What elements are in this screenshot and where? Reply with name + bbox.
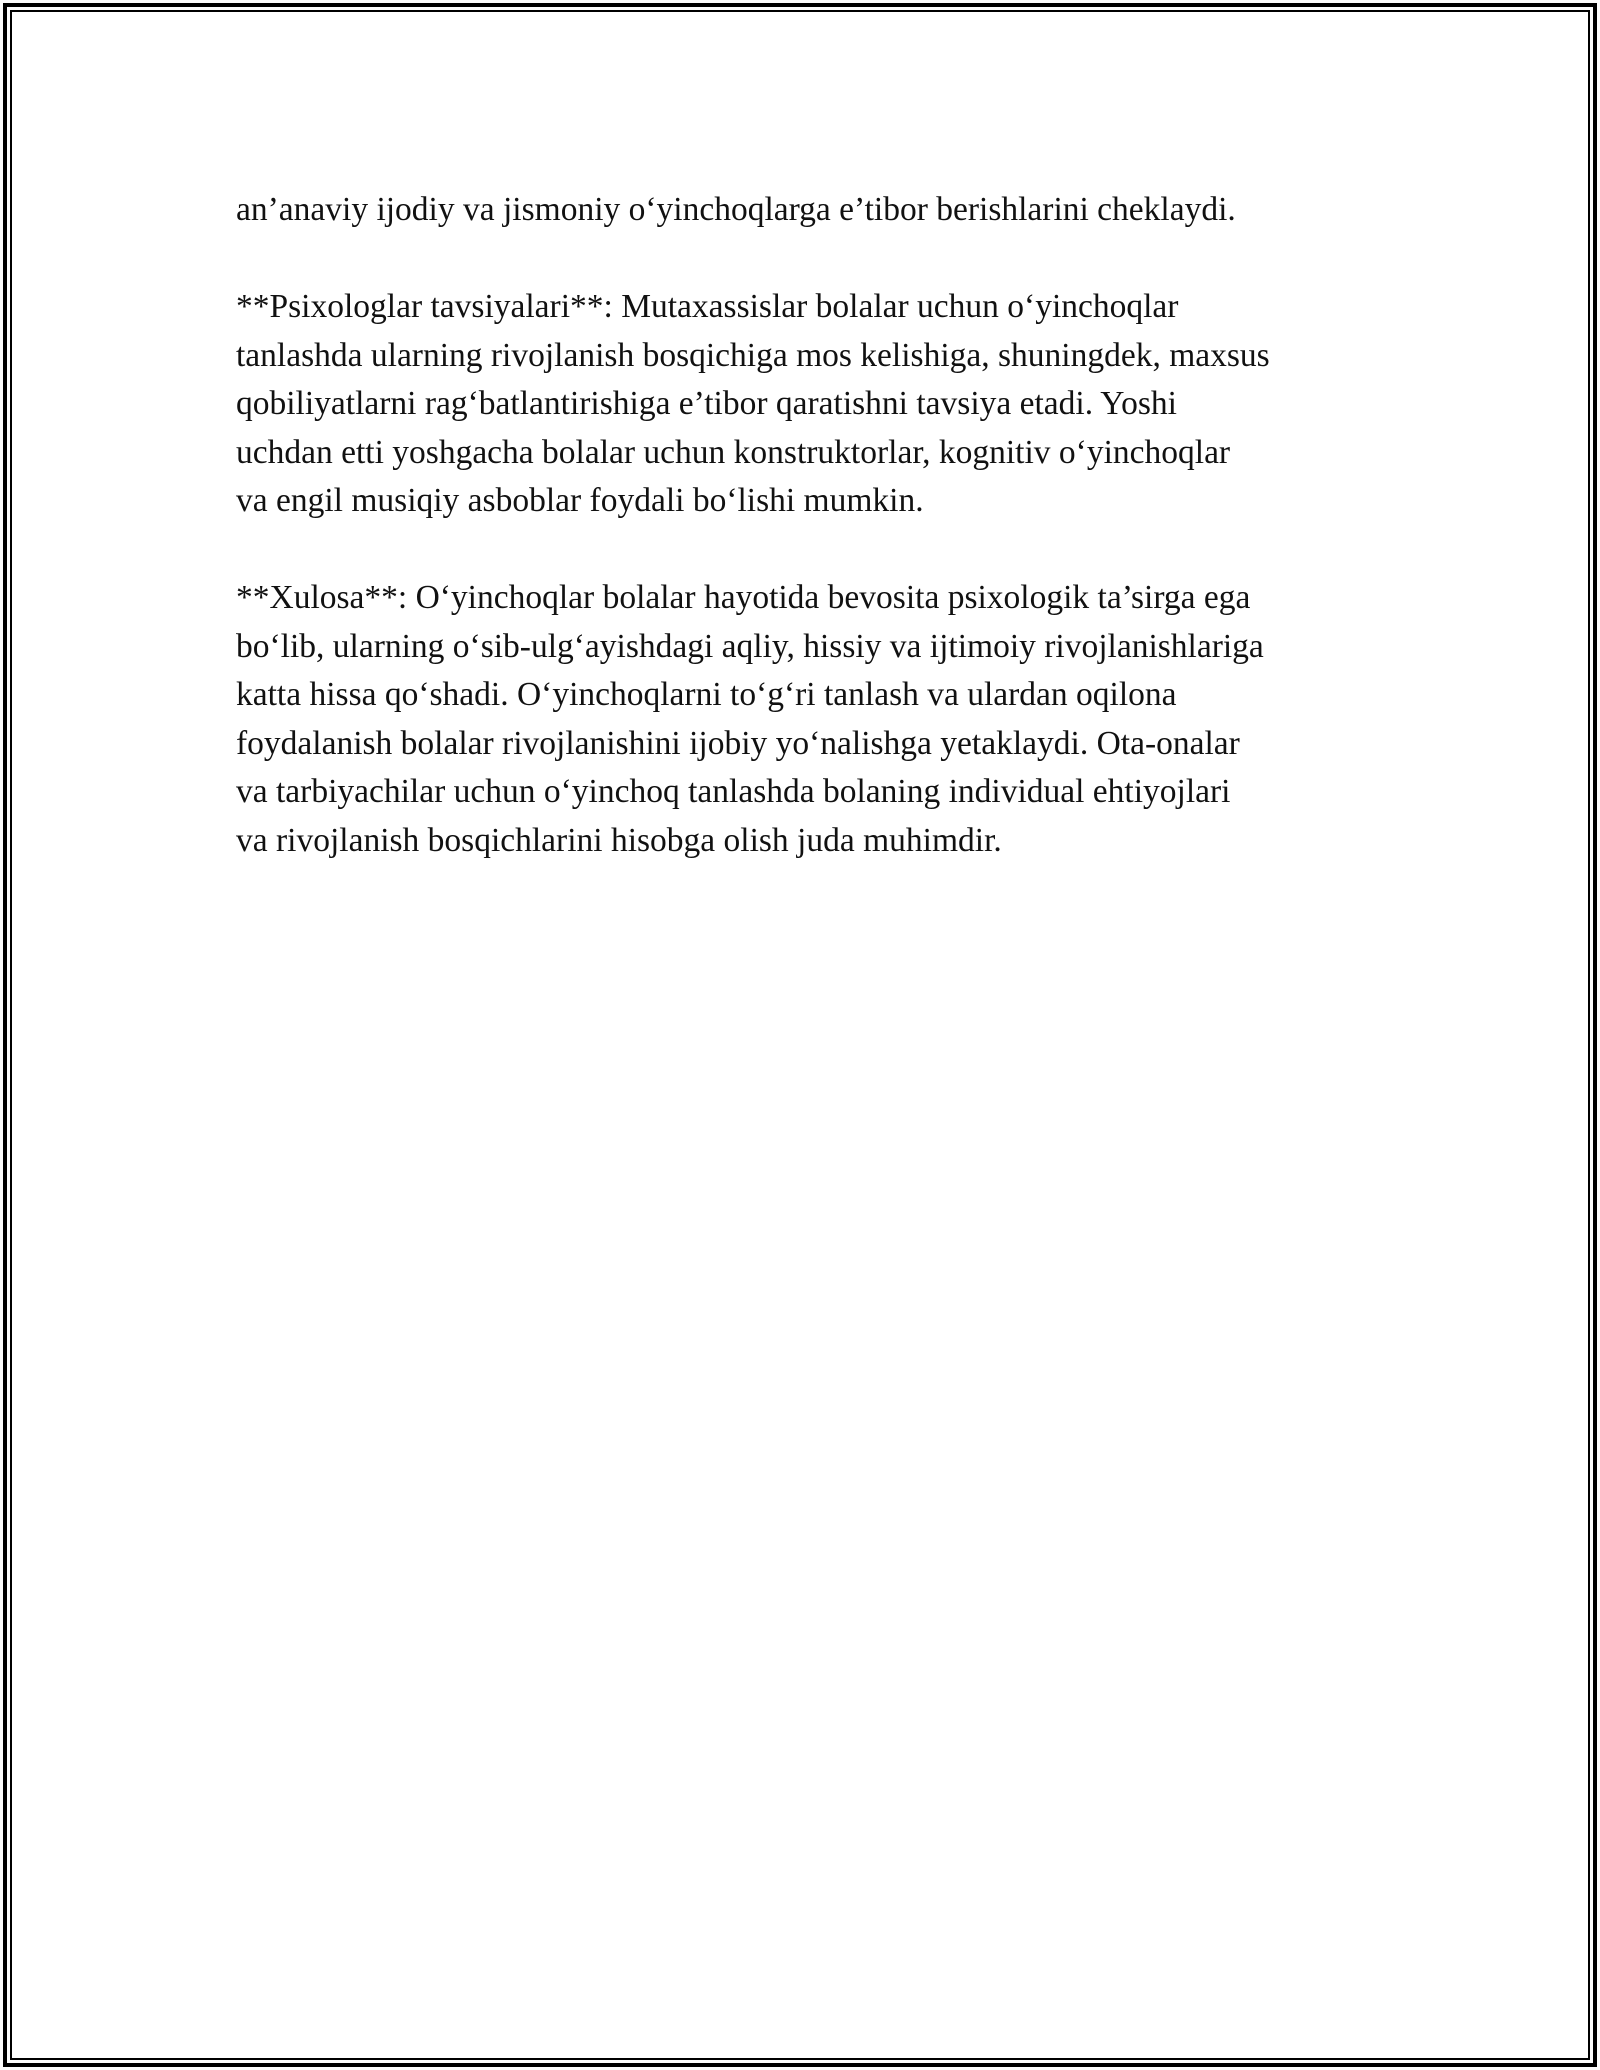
paragraph-spacer	[236, 235, 1406, 284]
text-line: bo‘lib, ularning o‘sib-ulg‘ayishdagi aqliy, hissiy va ijtimoiy rivojlanishlariga	[236, 627, 1264, 665]
paragraph-psychologists-recommendations	[236, 283, 1406, 526]
text-line: qobiliyatlarni rag‘batlantirishiga e’tibor qaratishni tavsiya etadi. Yoshi	[236, 385, 1177, 422]
paragraph-conclusion	[236, 574, 1406, 865]
text-line: foydalanish bolalar rivojlanishini ijobiy yo‘nalishga yetaklaydi. Ota-onalar	[236, 724, 1240, 762]
text-line: **Psixologlar tavsiyalari**: Mutaxassislar bolalar uchun o‘yinchoqlar	[236, 288, 1179, 325]
text-line: uchdan etti yoshgacha bolalar uchun konstruktorlar, kognitiv o‘yinchoqlar	[236, 433, 1231, 471]
paragraph-spacer	[236, 526, 1406, 575]
text-line: katta hissa qo‘shadi. O‘yinchoqlarni to‘g‘ri tanlash va ulardan oqilona	[236, 676, 1177, 713]
text-line: va engil musiqiy asboblar foydali bo‘lishi mumkin.	[236, 482, 924, 519]
text-line: **Xulosa**: O‘yinchoqlar bolalar hayotida bevosita psixologik ta’sirga ega	[236, 579, 1251, 616]
paragraph-continuation	[236, 186, 1406, 235]
text-line: tanlashda ularning rivojlanish bosqichiga mos kelishiga, shuningdek, maxsus	[236, 336, 1270, 374]
text-line: an’anaviy ijodiy va jismoniy o‘yinchoqlarga e’tibor berishlarini cheklaydi.	[236, 191, 1236, 228]
document-body	[236, 186, 1406, 865]
text-line: va tarbiyachilar uchun o‘yinchoq tanlashda bolaning individual ehtiyojlari	[236, 773, 1231, 810]
text-line: va rivojlanish bosqichlarini hisobga olish juda muhimdir.	[236, 821, 1002, 859]
